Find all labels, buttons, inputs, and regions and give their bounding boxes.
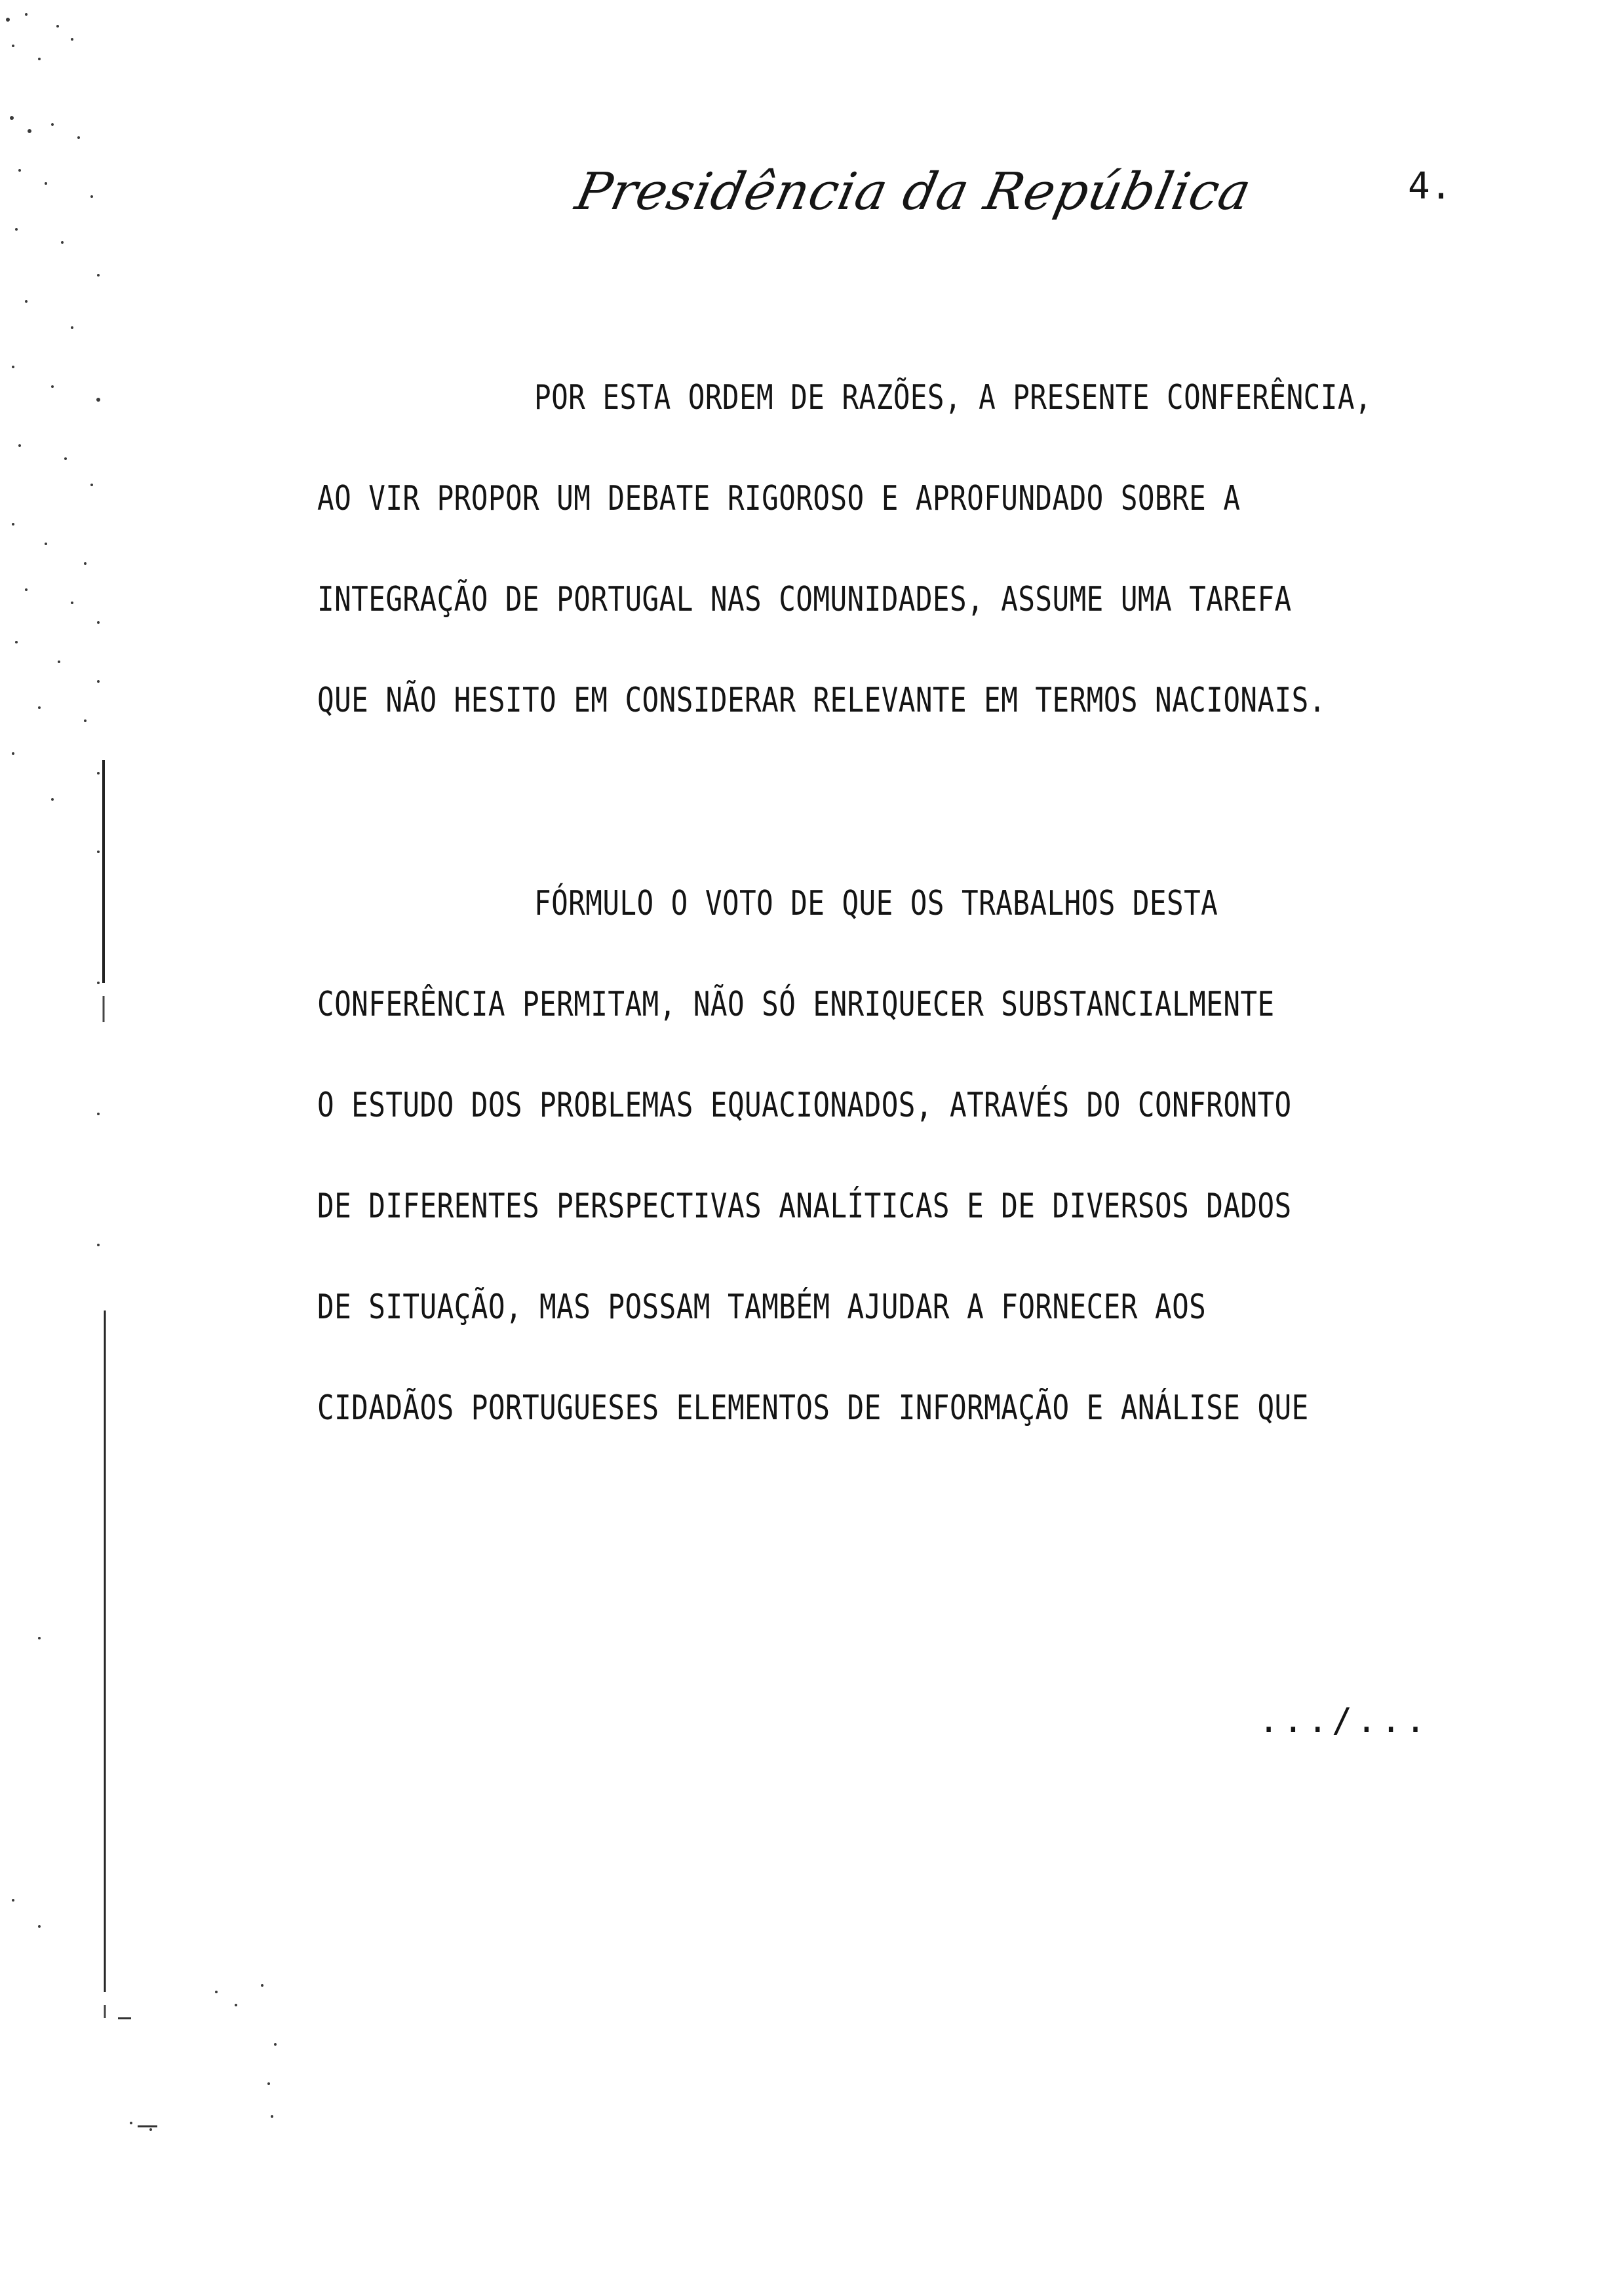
scan-margin-artifacts	[0, 0, 288, 2296]
letterhead	[570, 163, 1257, 235]
continuation-marker: .../...	[1258, 1701, 1430, 1740]
paragraph-1-line-3: INTEGRAÇÃO DE PORTUGAL NAS COMUNIDADES, ASSUME UMA TAREFA	[317, 580, 1292, 619]
paragraph-1-line-2: AO VIR PROPOR UM DEBATE RIGOROSO E APROFUNDADO SOBRE A	[317, 479, 1241, 518]
paragraph-2-line-5: DE SITUAÇÃO, MAS POSSAM TAMBÉM AJUDAR A FORNECER AOS	[317, 1288, 1207, 1327]
page-number: 4.	[1408, 165, 1452, 208]
paragraph-1-line-4: QUE NÃO HESITO EM CONSIDERAR RELEVANTE EM TERMOS NACIONAIS.	[317, 681, 1326, 720]
paragraph-2-line-6: CIDADÃOS PORTUGUESES ELEMENTOS DE INFORMAÇÃO E ANÁLISE QUE	[317, 1388, 1309, 1428]
paragraph-2-line-2: CONFERÊNCIA PERMITAM, NÃO SÓ ENRIQUECER SUBSTANCIALMENTE	[317, 985, 1275, 1024]
paragraph-2-line-4: DE DIFERENTES PERSPECTIVAS ANALÍTICAS E DE DIVERSOS DADOS	[317, 1187, 1292, 1226]
paragraph-2-line-1: FÓRMULO O VOTO DE QUE OS TRABALHOS DESTA	[534, 884, 1218, 923]
paragraph-2-line-3: O ESTUDO DOS PROBLEMAS EQUACIONADOS, ATRAVÉS DO CONFRONTO	[317, 1086, 1292, 1125]
letterhead-title: Presidência da República	[570, 163, 1257, 221]
paragraph-1-line-1: POR ESTA ORDEM DE RAZÕES, A PRESENTE CONFERÊNCIA,	[534, 378, 1372, 417]
